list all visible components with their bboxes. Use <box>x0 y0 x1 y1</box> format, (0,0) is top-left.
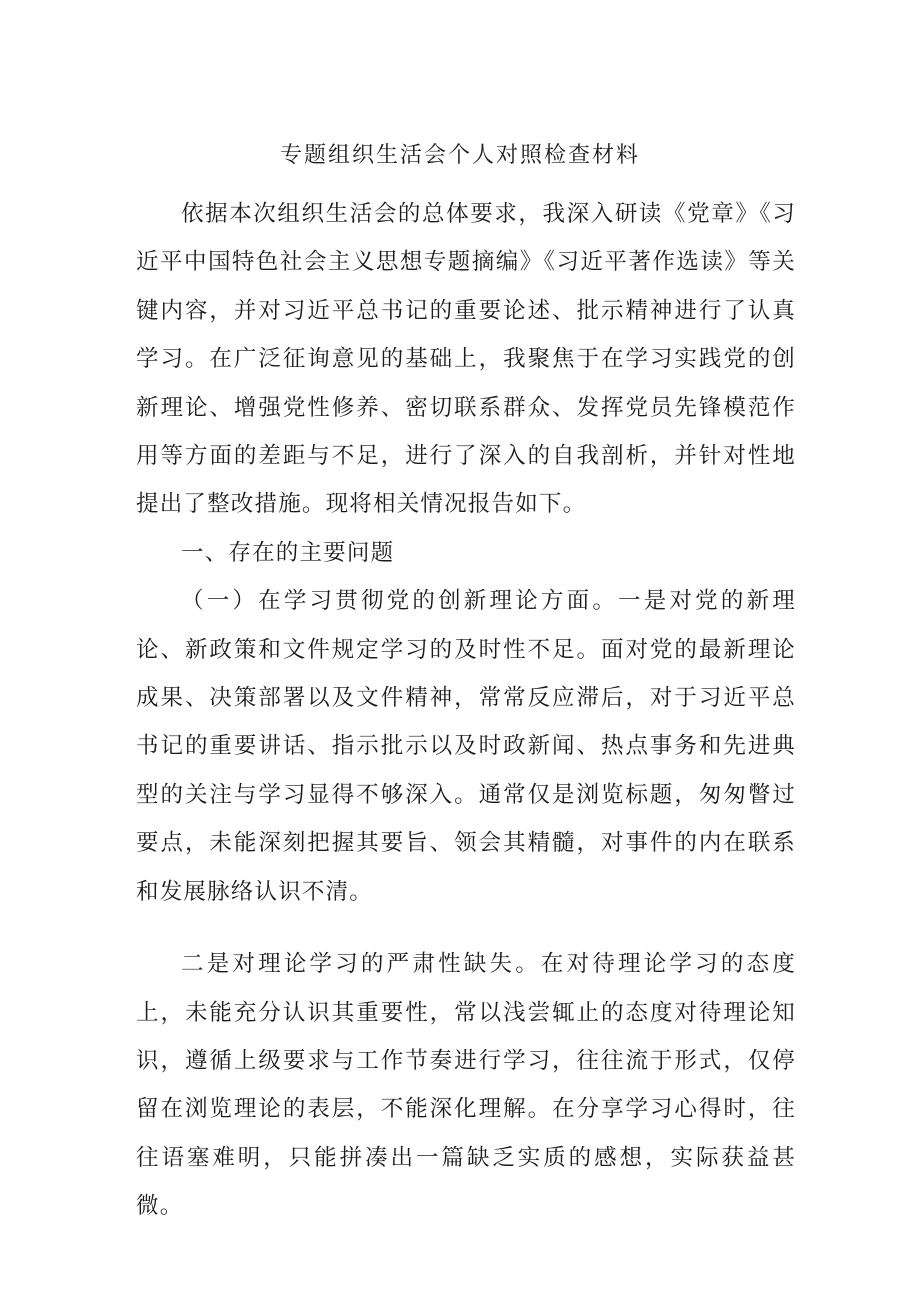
section-heading-problems: 一、存在的主要问题 <box>181 539 395 566</box>
problem-paragraph-2: 二是对理论学习的严肃性缺失。在对待理论学习的态度上，未能充分认识其重要性，常以浅尝辄止的态度对待理论知识，遵循上级要求与工作节奏进行学习，往往流于形式，仅停留在浏览理论的表层，不能深化理解。在分享学习心得时，往往语塞难明，只能拼凑出一篇缺乏实质的感想，实际获益甚微。 <box>136 951 796 1220</box>
intro-paragraph: 依据本次组织生活会的总体要求，我深入研读《党章》《习近平中国特色社会主义思想专题摘编》《习近平著作选读》等关键内容，并对习近平总书记的重要论述、批示精神进行了认真学习。在广泛征询意见的基础上，我聚焦于在学习实践党的创新理论、增强党性修养、密切联系群众、发挥党员先锋模范作用等方面的差距与不足，进行了深入的自我剖析，并针对性地提出了整改措施。现将相关情况报告如下。 <box>136 201 796 518</box>
document-title: 专题组织生活会个人对照检查材料 <box>279 143 640 168</box>
paragraph-gap <box>136 916 796 940</box>
document-body <box>136 190 796 1231</box>
problem-paragraph-1: （一）在学习贯彻党的创新理论方面。一是对党的新理论、新政策和文件规定学习的及时性不足。面对党的最新理论成果、决策部署以及文件精神，常常反应滞后，对于习近平总书记的重要讲话、指示批示以及时政新闻、热点事务和先进典型的关注与学习显得不够深入。通常仅是浏览标题，匆匆瞥过要点，未能深刻把握其要旨、领会其精髓，对事件的内在联系和发展脉络认识不清。 <box>136 588 796 905</box>
